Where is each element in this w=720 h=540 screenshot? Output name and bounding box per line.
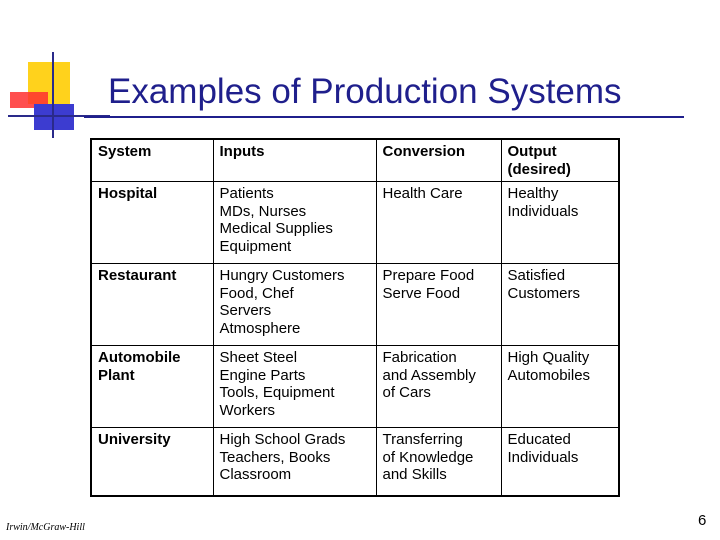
cell-conversion: Transferring of Knowledge and Skills xyxy=(376,428,501,496)
cell-inputs: Hungry Customers Food, Chef Servers Atmosphere xyxy=(213,264,376,346)
cell-system: Automobile Plant xyxy=(91,346,213,428)
cell-system: Restaurant xyxy=(91,264,213,346)
cell-conversion: Prepare Food Serve Food xyxy=(376,264,501,346)
cell-output: High Quality Automobiles xyxy=(501,346,619,428)
cell-output: Educated Individuals xyxy=(501,428,619,496)
slide-logo-icon xyxy=(0,0,110,140)
footer-publisher: Irwin/McGraw-Hill xyxy=(6,522,85,533)
title-underline xyxy=(84,116,684,118)
cell-conversion: Health Care xyxy=(376,182,501,264)
header-output: Output (desired) xyxy=(501,139,619,182)
cell-conversion: Fabrication and Assembly of Cars xyxy=(376,346,501,428)
header-inputs: Inputs xyxy=(213,139,376,182)
table-row xyxy=(91,182,619,264)
cell-inputs: Patients MDs, Nurses Medical Supplies Equipment xyxy=(213,182,376,264)
cell-inputs: Sheet Steel Engine Parts Tools, Equipment Workers xyxy=(213,346,376,428)
slide-title: Examples of Production Systems xyxy=(108,72,622,111)
page-number: 6 xyxy=(698,512,707,529)
table-row xyxy=(91,264,619,346)
cell-output: Healthy Individuals xyxy=(501,182,619,264)
header-system: System xyxy=(91,139,213,182)
cell-system: University xyxy=(91,428,213,496)
cell-system: Hospital xyxy=(91,182,213,264)
table-row xyxy=(91,346,619,428)
production-systems-table xyxy=(90,138,620,497)
cell-output: Satisfied Customers xyxy=(501,264,619,346)
logo-vertical-line xyxy=(52,52,54,138)
cell-inputs: High School Grads Teachers, Books Classroom xyxy=(213,428,376,496)
table-row xyxy=(91,428,619,496)
table-header-row xyxy=(91,139,619,182)
logo-blue-square xyxy=(34,104,74,130)
header-conversion: Conversion xyxy=(376,139,501,182)
